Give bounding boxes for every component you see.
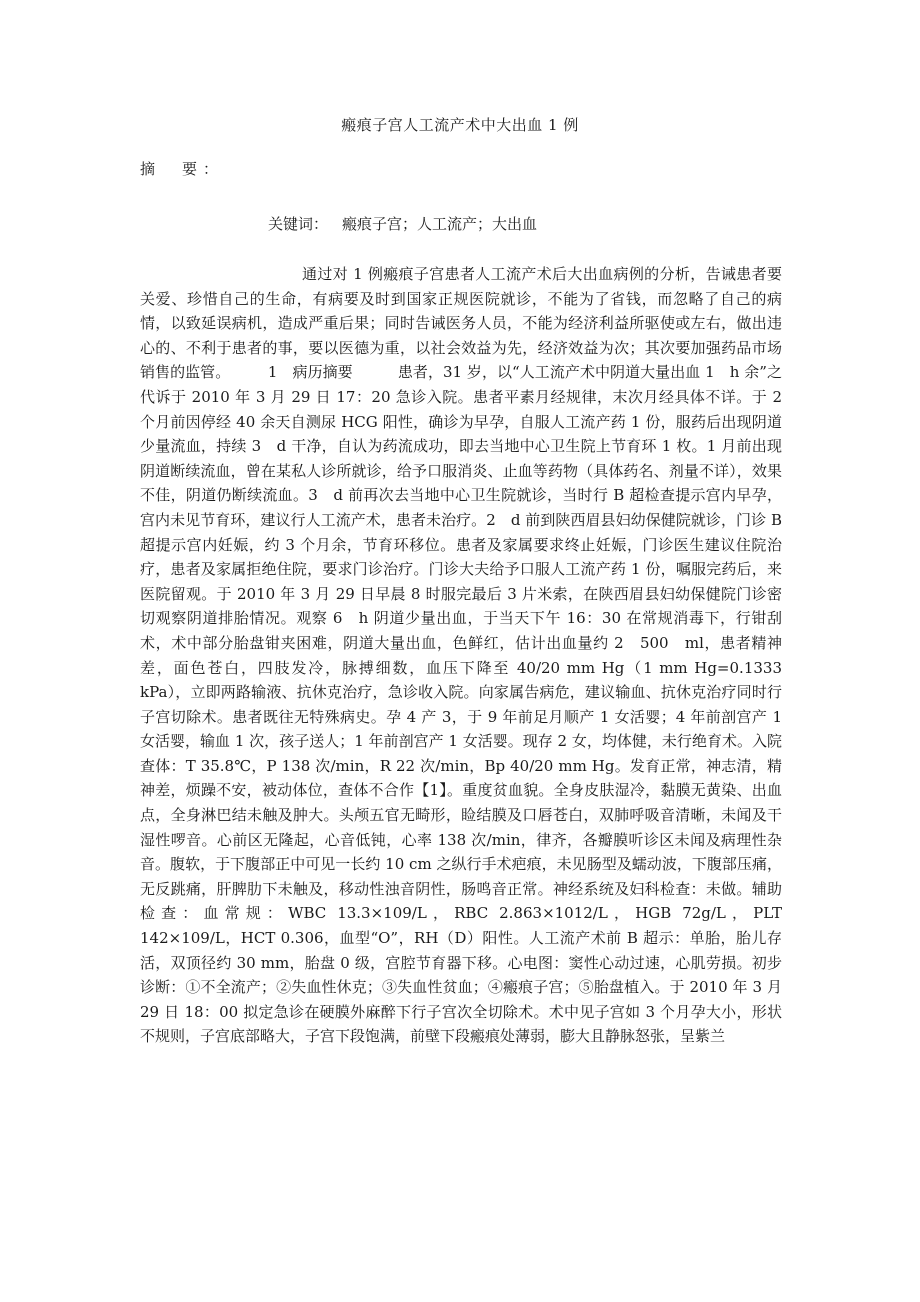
body-paragraph: 通过对 1 例瘢痕子宫患者人工流产术后大出血病例的分析，告诫患者要关爱、珍惜自己的生命，有病要及时到国家正规医院就诊，不能为了省钱，而忽略了自己的病情，以致延误病机，造成严重后果；同时告诫医务人员，不能为经济利益所驱使或左右，做出违心的、不利于患者的事，要以医德为重，以社会效益为先，经济效益为次；其次要加强药品市场销售的监管。 1 病历摘要 患者，31 岁，以“人工流产术中阴道大量出血 1 h 余”之代诉于 2010 年 3 月 29 日 17：20 急诊入院。患者平素月经规律，末次月经具体不详。于 2 个月前因停经 40 余天自测尿 HCG 阳性，确诊为早孕，自服人工流产药 1 份，服药后出现阴道少量流血，持续 3 d 干净，自认为药流成功，即去当地中心卫生院上节育环 1 枚。1 月前出现阴道断续流血，曾在某私人诊所就诊，给予口服消炎、止血等药物（具体药名、剂量不详），效果不佳，阴道仍断续流血。3 d 前再次去当地中心卫生院就诊，当时行 B 超检查提示宫内早孕，宫内未见节育环，建议行人工流产术，患者未治疗。2 d 前到陕西眉县妇幼保健院就诊，门诊 B 超提示宫内妊娠，约 3 个月余，节育环移位。患者及家属要求终止妊娠，门诊医生建议住院治疗，患者及家属拒绝住院，要求门诊治疗。门诊大夫给予口服人工流产药 1 份，嘱服完药后，来医院留观。于 2010 年 3 月 29 日早晨 8 时服完最后 3 片米索，在陕西眉县妇幼保健院门诊密切观察阴道排胎情况。观察 6 h 阴道少量出血，于当天下午 16：30 在常规消毒下，行钳刮术，术中部分胎盘钳夹困难，阴道大量出血，色鲜红，估计出血量约 2 500 ml，患者精神差，面色苍白，四肢发冷，脉搏细数，血压下降至 40/20 mm Hg（1 mm Hg=0.1333 kPa），立即两路输液、抗休克治疗，急诊收入院。向家属告病危，建议输血、抗休克治疗同时行子宫切除术。患者既往无特殊病史。孕 4 产 3，于 9 年前足月顺产 1 女活婴；4 年前剖宫产 1 女活婴，输血 1 次，孩子送人；1 年前剖宫产 1 女活婴。现存 2 女，均体健，未行绝育术。入院查体：T 35.8℃，P 138 次/min，R 22 次/min，Bp 40/20 mm Hg。发育正常，神志清，精神差，烦躁不安，被动体位，查体不合作【1】。重度贫血貌。全身皮肤湿冷，黏膜无黄染、出血点，全身淋巴结未触及肿大。头颅五官无畸形，睑结膜及口唇苍白，双肺呼吸音清晰，未闻及干湿性啰音。心前区无隆起，心音低钝，心率 138 次/min，律齐，各瓣膜听诊区未闻及病理性杂音。腹软，于下腹部正中可见一长约 10 cm 之纵行手术疤痕，未见肠型及蠕动波，下腹部压痛，无反跳痛，肝脾肋下未触及，移动性浊音阴性，肠鸣音正常。神经系统及妇科检查：未做。辅助检查：血常规：WBC 13.3×109/L，RBC 2.863×1012/L，HGB 72g/L，PLT 142×109/L，HCT 0.306，血型“O”，RH（D）阳性。人工流产术前 B 超示：单胎，胎儿存活，双顶径约 30 mm，胎盘 0 级，宫腔节育器下移。心电图：窦性心动过速，心肌劳损。初步诊断：①不全流产；②失血性休克；③失血性贫血；④瘢痕子宫；⑤胎盘植入。于 2010 年 3 月 29 日 18：00 拟定急诊在硬膜外麻醉下行子宫次全切除术。术中见子宫如 3 个月孕大小，形状不规则，子宫底部略大，子宫下段饱满，前壁下段瘢痕处薄弱，膨大且静脉怒张，呈紫兰 — [140, 265, 782, 1046]
keywords-label: 关键词： — [268, 215, 329, 233]
abstract-label: 摘 要： — [140, 160, 225, 178]
keywords-line — [268, 213, 537, 234]
keywords-values: 瘢痕子宫；人工流产；大出血 — [342, 215, 538, 233]
document-title: 瘢痕子宫人工流产术中大出血 1 例 — [341, 116, 579, 134]
